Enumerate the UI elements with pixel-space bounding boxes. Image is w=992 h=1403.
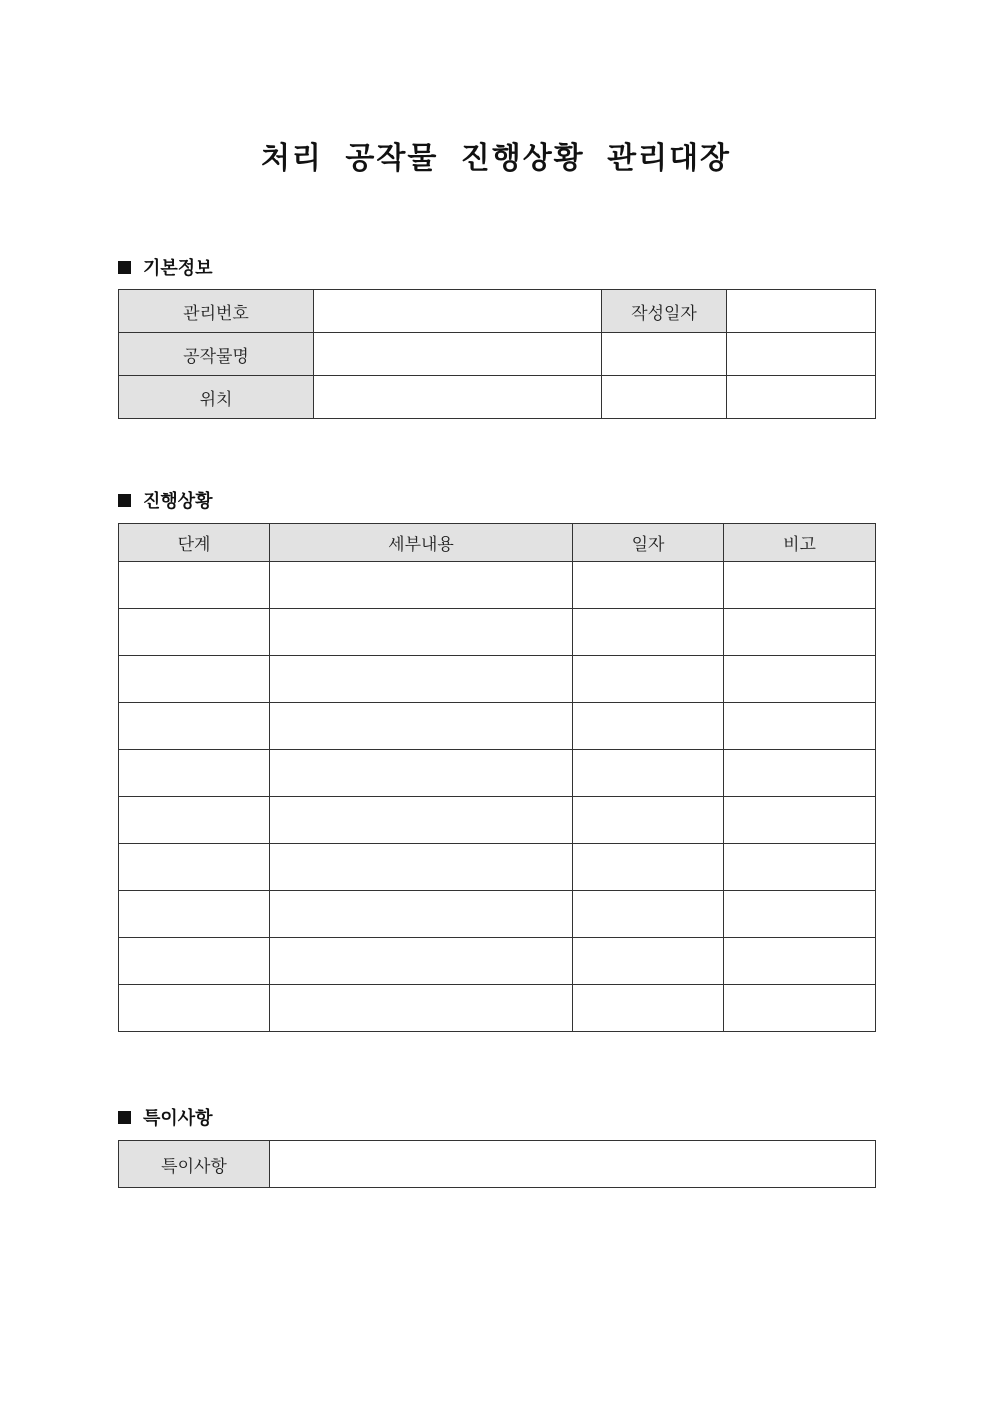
remarks-cell[interactable] xyxy=(724,656,876,703)
written-date-label: 작성일자 xyxy=(602,290,727,333)
mgmt-no-label: 관리번호 xyxy=(119,290,314,333)
header-stage: 단계 xyxy=(119,524,270,562)
remarks-cell[interactable] xyxy=(724,562,876,609)
date-cell[interactable] xyxy=(573,656,724,703)
location-label: 위치 xyxy=(119,376,314,419)
date-cell[interactable] xyxy=(573,562,724,609)
details-cell[interactable] xyxy=(270,891,573,938)
details-cell[interactable] xyxy=(270,656,573,703)
stage-cell[interactable] xyxy=(119,703,270,750)
remarks-cell[interactable] xyxy=(724,609,876,656)
basic-info-table xyxy=(118,289,876,419)
remarks-cell[interactable] xyxy=(724,750,876,797)
stage-cell[interactable] xyxy=(119,797,270,844)
details-cell[interactable] xyxy=(270,750,573,797)
details-cell[interactable] xyxy=(270,609,573,656)
remarks-cell[interactable] xyxy=(724,985,876,1032)
details-cell[interactable] xyxy=(270,985,573,1032)
section-heading-progress xyxy=(118,487,213,513)
header-date: 일자 xyxy=(573,524,724,562)
square-bullet-icon xyxy=(118,1111,131,1124)
basic-info-cell[interactable] xyxy=(727,376,876,419)
date-cell[interactable] xyxy=(573,985,724,1032)
header-details: 세부내용 xyxy=(270,524,573,562)
basic-info-cell[interactable] xyxy=(602,333,727,376)
work-name-label: 공작물명 xyxy=(119,333,314,376)
remarks-cell[interactable] xyxy=(724,891,876,938)
table-row xyxy=(119,376,876,419)
basic-info-cell[interactable] xyxy=(727,333,876,376)
progress-table xyxy=(118,523,876,1032)
stage-cell[interactable] xyxy=(119,609,270,656)
basic-info-cell[interactable] xyxy=(602,376,727,419)
location-field[interactable] xyxy=(314,376,602,419)
stage-cell[interactable] xyxy=(119,985,270,1032)
details-cell[interactable] xyxy=(270,844,573,891)
progress-table-body xyxy=(119,562,876,1032)
square-bullet-icon xyxy=(118,494,131,507)
details-cell[interactable] xyxy=(270,703,573,750)
date-cell[interactable] xyxy=(573,797,724,844)
section-heading-notes xyxy=(118,1104,213,1130)
section-heading-label: 특이사항 xyxy=(143,1108,213,1129)
date-cell[interactable] xyxy=(573,609,724,656)
date-cell[interactable] xyxy=(573,938,724,985)
notes-field[interactable] xyxy=(270,1141,876,1188)
table-row xyxy=(119,750,876,797)
stage-cell[interactable] xyxy=(119,562,270,609)
date-cell[interactable] xyxy=(573,750,724,797)
date-cell[interactable] xyxy=(573,703,724,750)
header-remarks: 비고 xyxy=(724,524,876,562)
table-row xyxy=(119,844,876,891)
table-row xyxy=(119,985,876,1032)
stage-cell[interactable] xyxy=(119,891,270,938)
square-bullet-icon xyxy=(118,261,131,274)
remarks-cell[interactable] xyxy=(724,703,876,750)
stage-cell[interactable] xyxy=(119,656,270,703)
stage-cell[interactable] xyxy=(119,844,270,891)
details-cell[interactable] xyxy=(270,562,573,609)
table-row xyxy=(119,562,876,609)
notes-table xyxy=(118,1140,876,1188)
section-heading-basic-info xyxy=(118,254,213,280)
table-row xyxy=(119,1141,876,1188)
table-row xyxy=(119,609,876,656)
stage-cell[interactable] xyxy=(119,750,270,797)
table-row xyxy=(119,938,876,985)
notes-label: 특이사항 xyxy=(119,1141,270,1188)
date-cell[interactable] xyxy=(573,844,724,891)
table-row xyxy=(119,797,876,844)
work-name-field[interactable] xyxy=(314,333,602,376)
date-cell[interactable] xyxy=(573,891,724,938)
remarks-cell[interactable] xyxy=(724,844,876,891)
table-row xyxy=(119,333,876,376)
table-row xyxy=(119,891,876,938)
mgmt-no-field[interactable] xyxy=(314,290,602,333)
details-cell[interactable] xyxy=(270,797,573,844)
section-heading-label: 진행상황 xyxy=(143,491,213,512)
remarks-cell[interactable] xyxy=(724,797,876,844)
written-date-field[interactable] xyxy=(727,290,876,333)
table-row xyxy=(119,703,876,750)
details-cell[interactable] xyxy=(270,938,573,985)
page-title: 처리 공작물 진행상황 관리대장 xyxy=(260,141,732,176)
remarks-cell[interactable] xyxy=(724,938,876,985)
section-heading-label: 기본정보 xyxy=(143,258,213,279)
table-header-row xyxy=(119,524,876,562)
table-row xyxy=(119,656,876,703)
stage-cell[interactable] xyxy=(119,938,270,985)
table-row xyxy=(119,290,876,333)
